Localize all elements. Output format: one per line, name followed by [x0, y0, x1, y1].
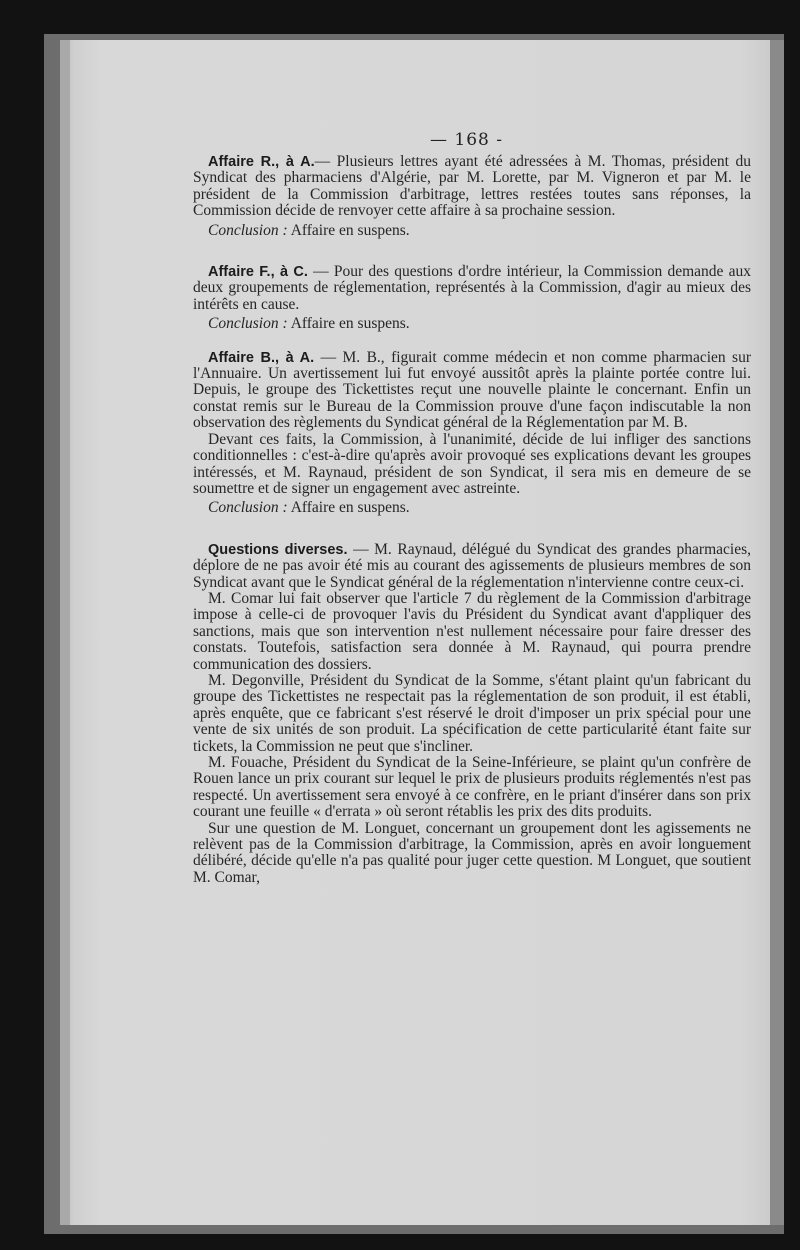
section-text: — Pour des questions d'ordre intérieur, la Commission demande aux deux groupements de réglementation, représentés à la Commission, d'agir au mieux des intérêts en cause.	[193, 263, 751, 313]
section-heading: Affaire F., à C.	[208, 264, 308, 281]
section-text: — M. Raynaud, délégué du Syndicat des grandes pharmacies, déplore de ne pas avoir été mis au courant des agissements de plusieurs membres de son Syndicat avant que le Syndicat général de la réglementation n'intervienne contre ceux-ci.	[193, 540, 751, 591]
conclusion-line	[193, 316, 751, 332]
page-number: — 168 -	[430, 130, 503, 150]
section-affaire-b	[193, 350, 751, 432]
conclusion-text: Affaire en suspens.	[290, 221, 410, 239]
page-content	[193, 154, 751, 886]
conclusion-label: Conclusion :	[208, 315, 288, 333]
paragraph: M. Degonville, Président du Syndicat de la Somme, s'étant plaint qu'un fabricant du groupe des Tickettistes ne respectait pas la réglementation de son produit, il est établi, après enquête, que ce fabricant s'est réservé le droit d'imposer un prix spécial pour une vente de six unités de son produit. La spécification de cette particularité étant faite sur tickets, la Commission ne peut que s'incliner.	[193, 671, 751, 755]
section-heading: Affaire B., à A.	[208, 349, 315, 366]
section-heading: Affaire R., à A.	[208, 154, 315, 170]
section-text: — Plusieurs lettres ayant été adressées à M. Thomas, président du Syndicat des pharmaciens d'Algérie, par M. Lorette, par M. Vigneron et par M. le président de la Commission d'arbitrage, lettres restées toutes sans réponses, la Commission décide de renvoyer cette affaire à sa prochaine session.	[193, 153, 751, 220]
section-affaire-f	[193, 264, 751, 313]
conclusion-text: Affaire en suspens.	[290, 315, 410, 333]
conclusion-label: Conclusion :	[208, 221, 288, 239]
section-heading: Questions diverses.	[208, 541, 348, 558]
page-right-edge	[770, 40, 784, 1225]
page-binding-edge	[60, 40, 70, 1225]
section-text: — M. B., figurait comme médecin et non comme pharmacien sur l'Annuaire. Un avertissement lui fut envoyé aussitôt après la plainte portée contre lui. Depuis, le groupe des Tickettistes reçut une nouvelle plainte le concernant. Enfin un constat remis sur le Bureau de la Commission prouve d'une façon indiscutable la non observation des règlements du Syndicat général de la Réglementation par M. B.	[193, 348, 752, 432]
conclusion-text: Affaire en suspens.	[290, 499, 410, 517]
conclusion-line	[193, 223, 751, 239]
section-questions-diverses	[193, 542, 751, 591]
section-affaire-r	[193, 154, 751, 220]
paragraph: Devant ces faits, la Commission, à l'unanimité, décide de lui infliger des sanctions conditionnelles : c'est-à-dire qu'après avoir provoqué ses explications devant les groupes intéressés, et M. Raynaud, président de son Syndicat, il sera mis en demeure de se soumettre et de signer un engagement avec astreinte.	[193, 430, 751, 497]
conclusion-line	[193, 500, 751, 516]
conclusion-label: Conclusion :	[208, 499, 288, 517]
paragraph: Sur une question de M. Longuet, concernant un groupement dont les agissements ne relèvent pas de la Commission d'arbitrage, la Commission, après en avoir longuement délibéré, décide qu'elle n'a pas qualité pour juger cette question. M Longuet, que soutient M. Comar,	[193, 819, 751, 886]
paragraph: M. Fouache, Président du Syndicat de la Seine-Inférieure, se plaint qu'un confrère de Rouen lance un prix courant sur lequel le prix de plusieurs produits réglementés n'est pas respecté. Un avertissement sera envoyé à ce confrère, en le priant d'insérer dans son prix courant une feuille « d'errata » où seront rétablis les prix des dits produits.	[193, 754, 751, 821]
paragraph: M. Comar lui fait observer que l'article 7 du règlement de la Commission d'arbitrage impose à celle-ci de provoquer l'avis du Président du Syndicat avant d'appliquer des sanctions, mais que son intervention n'est nullement nécessaire pour faire dresser des constats. Toutefois, satisfaction sera donnée à M. Raynaud, qui pourra prendre communication des dossiers.	[193, 589, 751, 673]
